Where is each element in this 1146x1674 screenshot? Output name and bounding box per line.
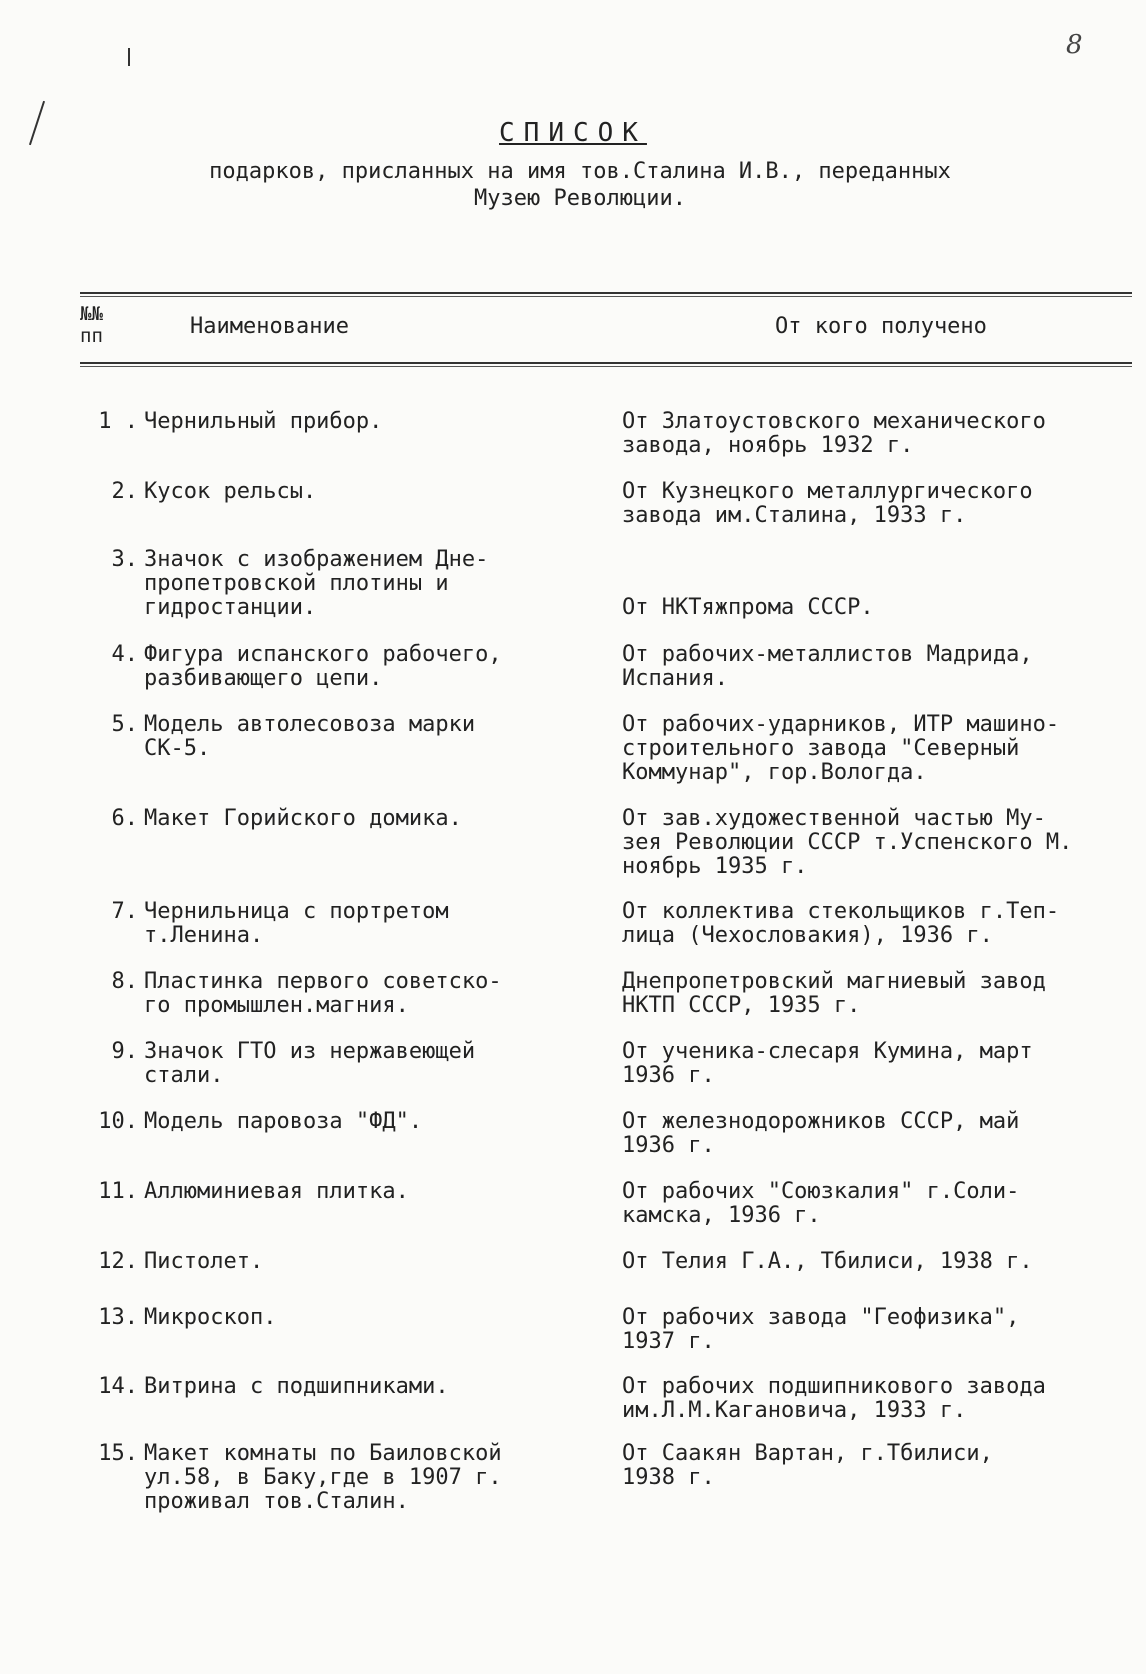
item-source: От Саакян Вартан, г.Тбилиси, 1938 г. bbox=[622, 1441, 993, 1490]
item-number: 10. bbox=[98, 1109, 138, 1134]
item-source: От рабочих-металлистов Мадрида, Испания. bbox=[622, 642, 1033, 691]
item-source: От рабочих завода "Геофизика", 1937 г. bbox=[622, 1305, 1020, 1354]
item-number: 8. bbox=[111, 969, 138, 994]
item-name: Модель автолесовоза марки СК-5. bbox=[144, 712, 476, 761]
item-source: Днепропетровский магниевый завод НКТП СССР, 1935 г. bbox=[622, 969, 1046, 1018]
page-number: 8 bbox=[1066, 30, 1083, 60]
item-number: 3. bbox=[111, 547, 138, 572]
item-name: Значок ГТО из нержавеющей стали. bbox=[144, 1039, 476, 1088]
item-number: 4. bbox=[111, 642, 138, 667]
item-source: От рабочих "Союзкалия" г.Соли- камска, 1936 г. bbox=[622, 1179, 1020, 1228]
document-title: СПИСОК bbox=[499, 118, 647, 148]
item-source: От рабочих подшипникового завода им.Л.М.Кагановича, 1933 г. bbox=[622, 1374, 1046, 1423]
item-source: От рабочих-ударников, ИТР машино- строительного завода "Северный Коммунар", гор.Вологда. bbox=[622, 712, 1060, 785]
header-from: От кого получено bbox=[775, 314, 987, 339]
item-name: Аллюминиевая плитка. bbox=[144, 1179, 409, 1204]
item-source: От НКТяжпрома СССР. bbox=[622, 595, 874, 620]
item-number: 11. bbox=[98, 1179, 138, 1204]
header-name: Наименование bbox=[190, 314, 349, 339]
item-name: Модель паровоза "ФД". bbox=[144, 1109, 423, 1134]
table-top-rule bbox=[80, 292, 1132, 297]
item-number: 9. bbox=[111, 1039, 138, 1064]
table-header-rule bbox=[80, 362, 1132, 367]
item-number: 1 . bbox=[98, 409, 138, 434]
item-name: Витрина с подшипниками. bbox=[144, 1374, 449, 1399]
item-source: От Златоустовского механического завода, ноябрь 1932 г. bbox=[622, 409, 1046, 458]
item-number: 14. bbox=[98, 1374, 138, 1399]
item-name: Значок с изображением Дне- пропетровской плотины и гидростанции. bbox=[144, 547, 489, 620]
item-number: 12. bbox=[98, 1249, 138, 1274]
item-source: От зав.художественной частью Му- зея Революции СССР т.Успенского М. ноябрь 1935 г. bbox=[622, 806, 1073, 879]
item-name: Чернильница с портретом т.Ленина. bbox=[144, 899, 449, 948]
item-name: Пистолет. bbox=[144, 1249, 264, 1274]
item-name: Макет Горийского домика. bbox=[144, 806, 462, 831]
item-number: 13. bbox=[98, 1305, 138, 1330]
item-name: Макет комнаты по Баиловской ул.58, в Баку,где в 1907 г. проживал тов.Сталин. bbox=[144, 1441, 502, 1514]
item-number: 7. bbox=[111, 899, 138, 924]
item-name: Фигура испанского рабочего, разбивающего цепи. bbox=[144, 642, 502, 691]
item-number: 6. bbox=[111, 806, 138, 831]
margin-mark bbox=[128, 48, 130, 66]
item-source: От ученика-слесаря Кумина, март 1936 г. bbox=[622, 1039, 1033, 1088]
item-name: Чернильный прибор. bbox=[144, 409, 383, 434]
item-number: 5. bbox=[111, 712, 138, 737]
item-source: От коллектива стекольщиков г.Теп- лица (Чехословакия), 1936 г. bbox=[622, 899, 1060, 948]
item-number: 2. bbox=[111, 479, 138, 504]
item-source: От Кузнецкого металлургического завода им.Сталина, 1933 г. bbox=[622, 479, 1033, 528]
header-number: №№ пп bbox=[80, 303, 103, 347]
item-source: От Телия Г.А., Тбилиси, 1938 г. bbox=[622, 1249, 1033, 1274]
item-name: Микроскоп. bbox=[144, 1305, 277, 1330]
item-source: От железнодорожников СССР, май 1936 г. bbox=[622, 1109, 1020, 1158]
item-number: 15. bbox=[98, 1441, 138, 1466]
document-subtitle: подарков, присланных на имя тов.Сталина И.В., переданных Музею Революции. bbox=[209, 159, 951, 211]
item-name: Кусок рельсы. bbox=[144, 479, 317, 504]
item-name: Пластинка первого советско- го промышлен.магния. bbox=[144, 969, 502, 1018]
